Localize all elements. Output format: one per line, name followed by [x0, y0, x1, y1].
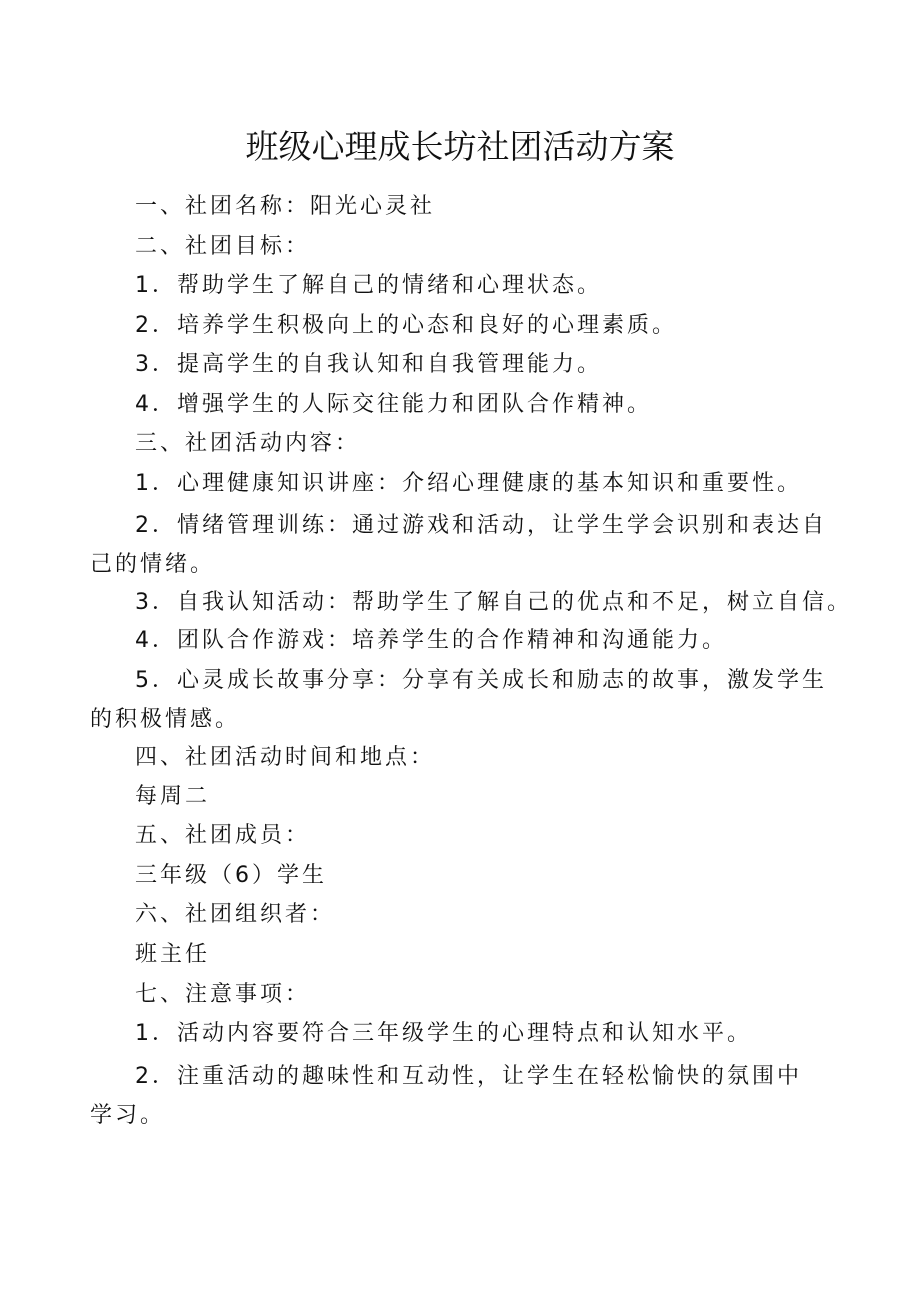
goal-item: 4．增强学生的人际交往能力和团队合作精神。	[135, 392, 652, 417]
section-activity-content: 三、社团活动内容：	[135, 431, 361, 456]
note-item: 2．注重活动的趣味性和互动性，让学生在轻松愉快的氛围中学习。	[90, 1064, 802, 1128]
section-organizer: 六、社团组织者：	[135, 902, 336, 927]
section-time-place: 四、社团活动时间和地点：	[135, 745, 436, 770]
activity-item: 4．团队合作游戏：培养学生的合作精神和沟通能力。	[135, 628, 727, 653]
section-club-goals: 二、社团目标：	[135, 234, 311, 259]
activity-item: 2．情绪管理训练：通过游戏和活动，让学生学会识别和表达自己的情绪。	[90, 513, 827, 577]
document-title: 班级心理成长坊社团活动方案	[245, 127, 675, 166]
goal-item: 2．培养学生积极向上的心态和良好的心理素质。	[135, 313, 677, 338]
time-place-value: 每周二	[135, 784, 211, 809]
activity-item: 1．心理健康知识讲座：介绍心理健康的基本知识和重要性。	[135, 471, 802, 496]
activity-item: 5．心灵成长故事分享：分享有关成长和励志的故事，激发学生的积极情感。	[90, 668, 827, 732]
goal-item: 3．提高学生的自我认知和自我管理能力。	[135, 352, 602, 377]
activity-item: 3．自我认知活动：帮助学生了解自己的优点和不足，树立自信。	[135, 590, 852, 615]
section-notes: 七、注意事项：	[135, 982, 311, 1007]
note-item: 1．活动内容要符合三年级学生的心理特点和认知水平。	[135, 1021, 752, 1046]
members-value: 三年级（6）学生	[135, 863, 327, 888]
organizer-value: 班主任	[135, 942, 211, 967]
section-members: 五、社团成员：	[135, 823, 311, 848]
section-club-name: 一、社团名称：阳光心灵社	[135, 194, 436, 219]
goal-item: 1．帮助学生了解自己的情绪和心理状态。	[135, 273, 602, 298]
